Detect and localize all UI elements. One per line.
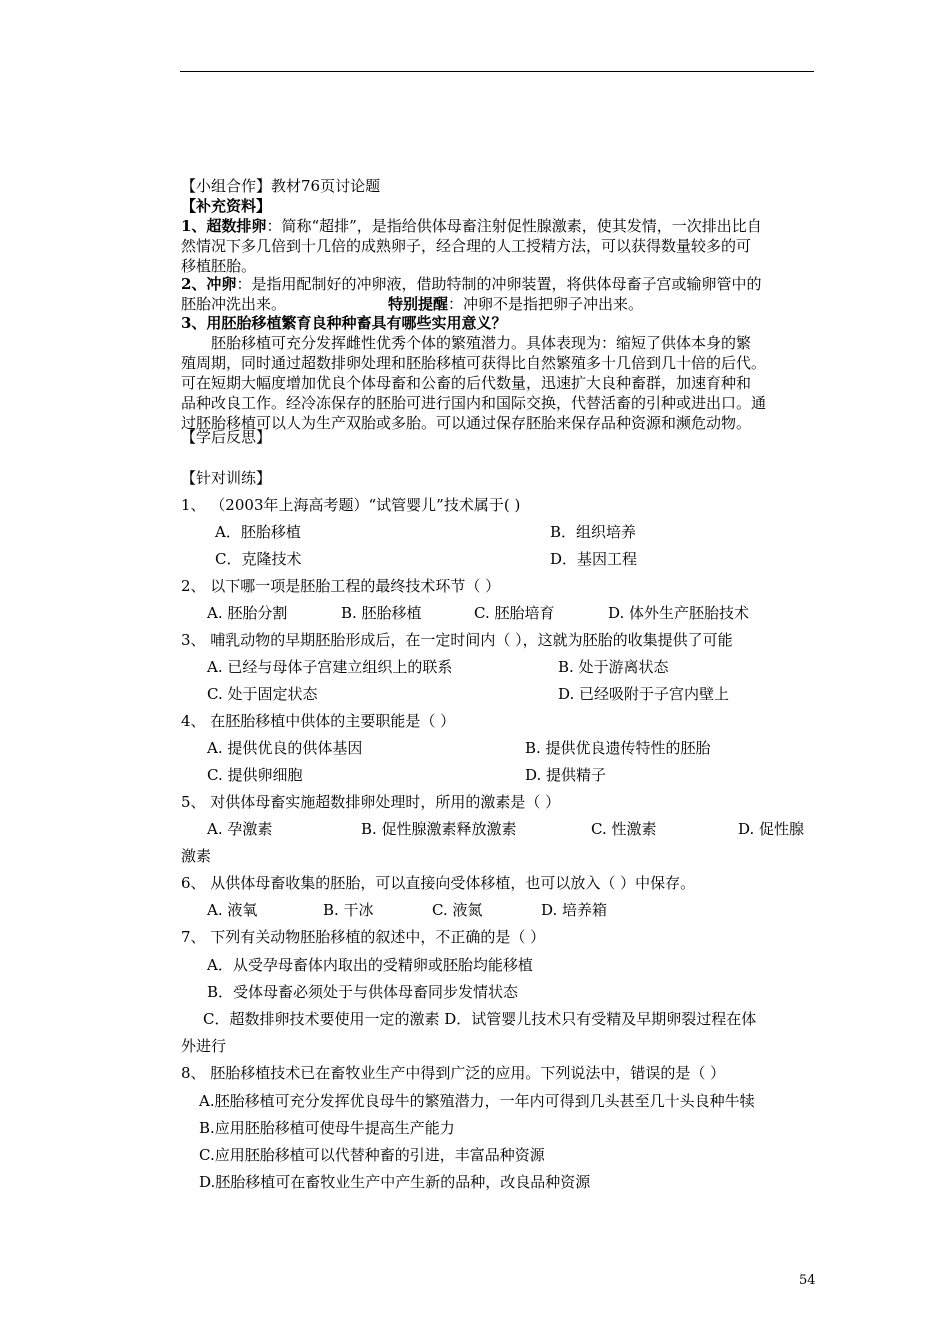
q6-stem: 6、 从供体母畜收集的胚胎，可以直接向受体移植，也可以放入（ ）中保存。 [181, 874, 696, 892]
item1-line1 [181, 216, 762, 236]
q5-option-c: C. 性激素 [591, 820, 657, 838]
q2-option-a: A. 胚胎分割 [207, 604, 288, 622]
q1-option-c: C．克隆技术 [215, 550, 302, 568]
q1-option-d: D．基因工程 [550, 550, 638, 568]
q3-option-a: A. 已经与母体子宫建立组织上的联系 [207, 658, 453, 676]
item1-line3: 移植胚胎。 [181, 257, 257, 275]
item3-p2: 殖周期，同时通过超数排卵处理和胚胎移植可获得比自然繁殖多十几倍到几十倍的后代。 [181, 354, 767, 372]
item2-line1 [181, 274, 761, 294]
q7-option-cd-cont: 外进行 [181, 1037, 227, 1055]
item1-line2: 然情况下多几倍到十几倍的成熟卵子，经合理的人工授精方法，可以获得数量较多的可 [181, 237, 752, 255]
item3-p5: 过胚胎移植可以人为生产双胎或多胎。可以通过保存胚胎来保存品种资源和濒危动物。 [181, 414, 752, 432]
q7-stem: 7、 下列有关动物胚胎移植的叙述中，不正确的是（ ） [181, 928, 546, 946]
item2-line2: 胚胎冲洗出来。 [181, 295, 287, 313]
q7-option-b: B．受体母畜必须处于与供体母畜同步发情状态 [207, 983, 519, 1001]
supplement-heading: 【补充资料】 [181, 197, 272, 215]
q2-stem: 2、 以下哪一项是胚胎工程的最终技术环节（ ） [181, 577, 501, 595]
q1-stem: 1、 （2003年上海高考题）“试管婴儿”技术属于( ) [181, 496, 521, 514]
q4-stem: 4、 在胚胎移植中供体的主要职能是（ ） [181, 712, 456, 730]
reflection-heading: 【学后反思】 [181, 428, 272, 446]
q5-option-a: A. 孕激素 [207, 820, 273, 838]
q1-option-b: B．组织培养 [550, 523, 637, 541]
q3-option-d: D. 已经吸附于子宫内壁上 [558, 685, 730, 703]
q3-option-b: B. 处于游离状态 [558, 658, 669, 676]
q4-option-c: C. 提供卵细胞 [207, 766, 303, 784]
header-rule [180, 71, 814, 72]
q3-option-c: C. 处于固定状态 [207, 685, 318, 703]
q5-option-b: B. 促性腺激素释放激素 [361, 820, 517, 838]
group-work-heading: 【小组合作】教材76页讨论题 [181, 177, 381, 195]
training-heading: 【针对训练】 [181, 469, 272, 487]
note-label: 特别提醒 [388, 295, 449, 313]
q6-option-b: B. 干冰 [323, 901, 374, 919]
q2-option-c: C. 胚胎培育 [474, 604, 555, 622]
q3-stem: 3、 哺乳动物的早期胚胎形成后，在一定时间内（ ），这就为胚胎的收集提供了可能 [181, 631, 733, 649]
q6-option-a: A. 液氧 [207, 901, 258, 919]
item2-text: ：是指用配制好的冲卵液，借助特制的冲卵装置，将供体母畜子宫或输卵管中的 [236, 275, 762, 293]
item2-note [388, 294, 643, 314]
page-number: 54 [799, 1273, 816, 1288]
item3-title: 3、用胚胎移植繁育良种种畜具有哪些实用意义？ [181, 314, 507, 332]
item3-p3: 可在短期大幅度增加优良个体母畜和公畜的后代数量，迅速扩大良种畜群，加速育种和 [181, 374, 752, 392]
item2-term: 2、冲卵 [181, 275, 237, 293]
q8-option-a: A.胚胎移植可充分发挥优良母牛的繁殖潜力，一年内可得到几头甚至几十头良种牛犊 [199, 1092, 755, 1110]
q5-option-d: D. 促性腺 [738, 820, 805, 838]
q6-option-d: D. 培养箱 [541, 901, 608, 919]
q1-option-a: A．胚胎移植 [215, 523, 301, 541]
q8-stem: 8、 胚胎移植技术已在畜牧业生产中得到广泛的应用。下列说法中，错误的是（ ） [181, 1064, 726, 1082]
q2-option-b: B. 胚胎移植 [341, 604, 422, 622]
q4-option-b: B. 提供优良遗传特性的胚胎 [525, 739, 711, 757]
q5-option-d-cont: 激素 [181, 847, 212, 865]
q4-option-d: D. 提供精子 [525, 766, 607, 784]
note-text: ：冲卵不是指把卵子冲出来。 [448, 295, 644, 313]
q2-option-d: D. 体外生产胚胎技术 [608, 604, 750, 622]
item3-p1: 胚胎移植可充分发挥雌性优秀个体的繁殖潜力。具体表现为：缩短了供体本身的繁 [211, 334, 752, 352]
q7-option-a: A．从受孕母畜体内取出的受精卵或胚胎均能移植 [207, 956, 533, 974]
item1-term: 1、超数排卵 [181, 217, 267, 235]
q8-option-b: B.应用胚胎移植可使母牛提高生产能力 [199, 1119, 455, 1137]
q7-option-cd: C．超数排卵技术要使用一定的激素 D．试管婴儿技术只有受精及早期卵裂过程在体 [203, 1010, 757, 1028]
item1-text: ：简称“超排”，是指给供体母畜注射促性腺激素，使其发情，一次排出比自 [266, 217, 762, 235]
q8-option-c: C.应用胚胎移植可以代替种畜的引进，丰富品种资源 [199, 1146, 545, 1164]
q8-option-d: D.胚胎移植可在畜牧业生产中产生新的品种，改良品种资源 [199, 1173, 591, 1191]
q5-stem: 5、 对供体母畜实施超数排卵处理时，所用的激素是（ ） [181, 793, 561, 811]
q4-option-a: A. 提供优良的供体基因 [207, 739, 363, 757]
q6-option-c: C. 液氮 [432, 901, 483, 919]
item3-p4: 品种改良工作。经冷冻保存的胚胎可进行国内和国际交换，代替活畜的引种或进出口。通 [181, 394, 767, 412]
